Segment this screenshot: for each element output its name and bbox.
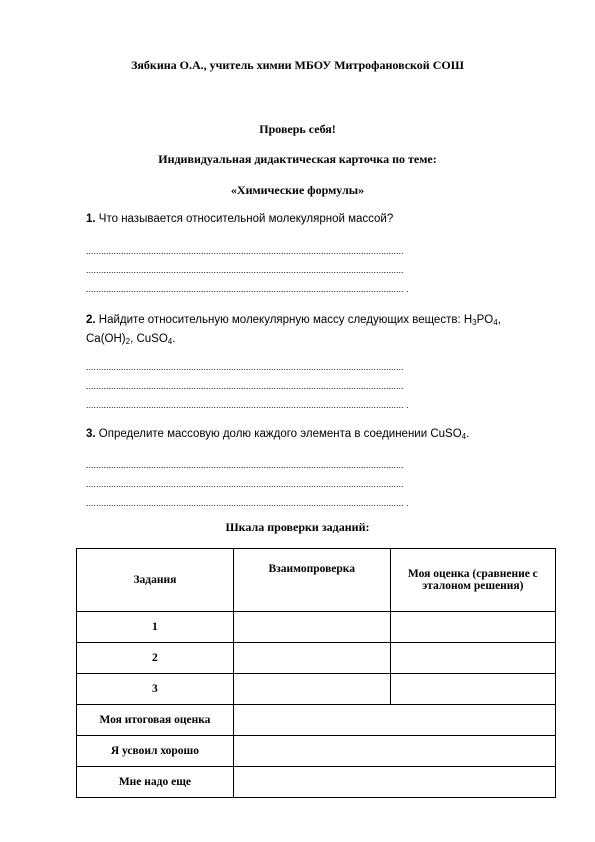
subscript: 4 <box>493 318 498 327</box>
scale-table <box>76 548 556 798</box>
table-row <box>77 736 556 767</box>
question-1 <box>86 210 554 229</box>
summary-value-cell[interactable] <box>233 767 555 798</box>
summary-value-cell[interactable] <box>233 705 555 736</box>
question-3 <box>86 425 554 444</box>
check-yourself-title: Проверь себя! <box>259 122 336 136</box>
table-row <box>77 674 556 705</box>
question-number: 2. <box>86 314 96 326</box>
answer-line[interactable]: ............................................................................................................................... . <box>86 498 409 508</box>
topic-title: «Химические формулы» <box>230 183 365 197</box>
question-text: Определите массовую долю каждого элемента в соединении CuSO <box>98 428 462 440</box>
summary-value-cell[interactable] <box>233 736 555 767</box>
subscript: 4 <box>461 432 467 441</box>
answer-line[interactable]: ............................................................................................................................... <box>86 479 404 489</box>
question-2-line2 <box>86 330 554 349</box>
question-number: 1. <box>86 213 96 225</box>
peer-review-cell[interactable] <box>233 674 390 705</box>
peer-review-cell[interactable] <box>233 612 390 643</box>
question-text: PO <box>476 314 494 326</box>
question-2 <box>86 311 554 349</box>
author-line: Зябкина О.А., учитель химии МБОУ Митрофановской СОШ <box>131 58 464 72</box>
table-row <box>77 612 556 643</box>
answer-line[interactable]: ............................................................................................................................... <box>86 381 404 391</box>
table-row <box>77 767 556 798</box>
question-text: Что называется относительной молекулярной массой? <box>98 213 394 225</box>
task-number-cell: 3 <box>77 674 234 705</box>
column-header-peer-review: Взаимопроверка <box>233 549 390 612</box>
summary-label-final-grade: Моя итоговая оценка <box>77 705 234 736</box>
summary-label-learned-well: Я усвоил хорошо <box>77 736 234 767</box>
answer-line[interactable]: ............................................................................................................................... <box>86 246 404 256</box>
answer-line[interactable]: ............................................................................................................................... . <box>86 400 409 410</box>
subscript: 4 <box>167 337 173 346</box>
answer-line[interactable]: ............................................................................................................................... . <box>86 284 409 294</box>
column-header-tasks: Задания <box>77 549 234 612</box>
question-number: 3. <box>86 428 96 440</box>
self-assessment-cell[interactable] <box>390 643 555 674</box>
answer-line[interactable]: ............................................................................................................................... <box>86 362 404 372</box>
question-text: . <box>466 428 470 440</box>
question-text: , <box>497 314 501 326</box>
task-number-cell: 1 <box>77 612 234 643</box>
task-number-cell: 2 <box>77 643 234 674</box>
question-text: Ca(OH) <box>86 333 126 345</box>
answer-line[interactable]: ............................................................................................................................... <box>86 460 404 470</box>
question-text: . <box>172 333 176 345</box>
table-row <box>77 705 556 736</box>
summary-label-need-more: Мне надо еще <box>77 767 234 798</box>
peer-review-cell[interactable] <box>233 643 390 674</box>
question-2-line1 <box>86 311 554 330</box>
column-header-self-assessment: Моя оценка (сравнение с эталоном решения) <box>390 549 555 612</box>
self-assessment-cell[interactable] <box>390 612 555 643</box>
table-row <box>77 643 556 674</box>
subscript: 3 <box>472 318 477 327</box>
question-text: Найдите относительную молекулярную массу следующих веществ: H <box>98 314 473 326</box>
scale-title: Шкала проверки заданий: <box>225 520 370 534</box>
subscript: 2 <box>125 337 131 346</box>
self-assessment-cell[interactable] <box>390 674 555 705</box>
card-title: Индивидуальная дидактическая карточка по теме: <box>158 152 437 166</box>
answer-line[interactable]: ............................................................................................................................... <box>86 265 404 275</box>
question-text: , CuSO <box>130 333 168 345</box>
table-header-row <box>77 549 556 612</box>
